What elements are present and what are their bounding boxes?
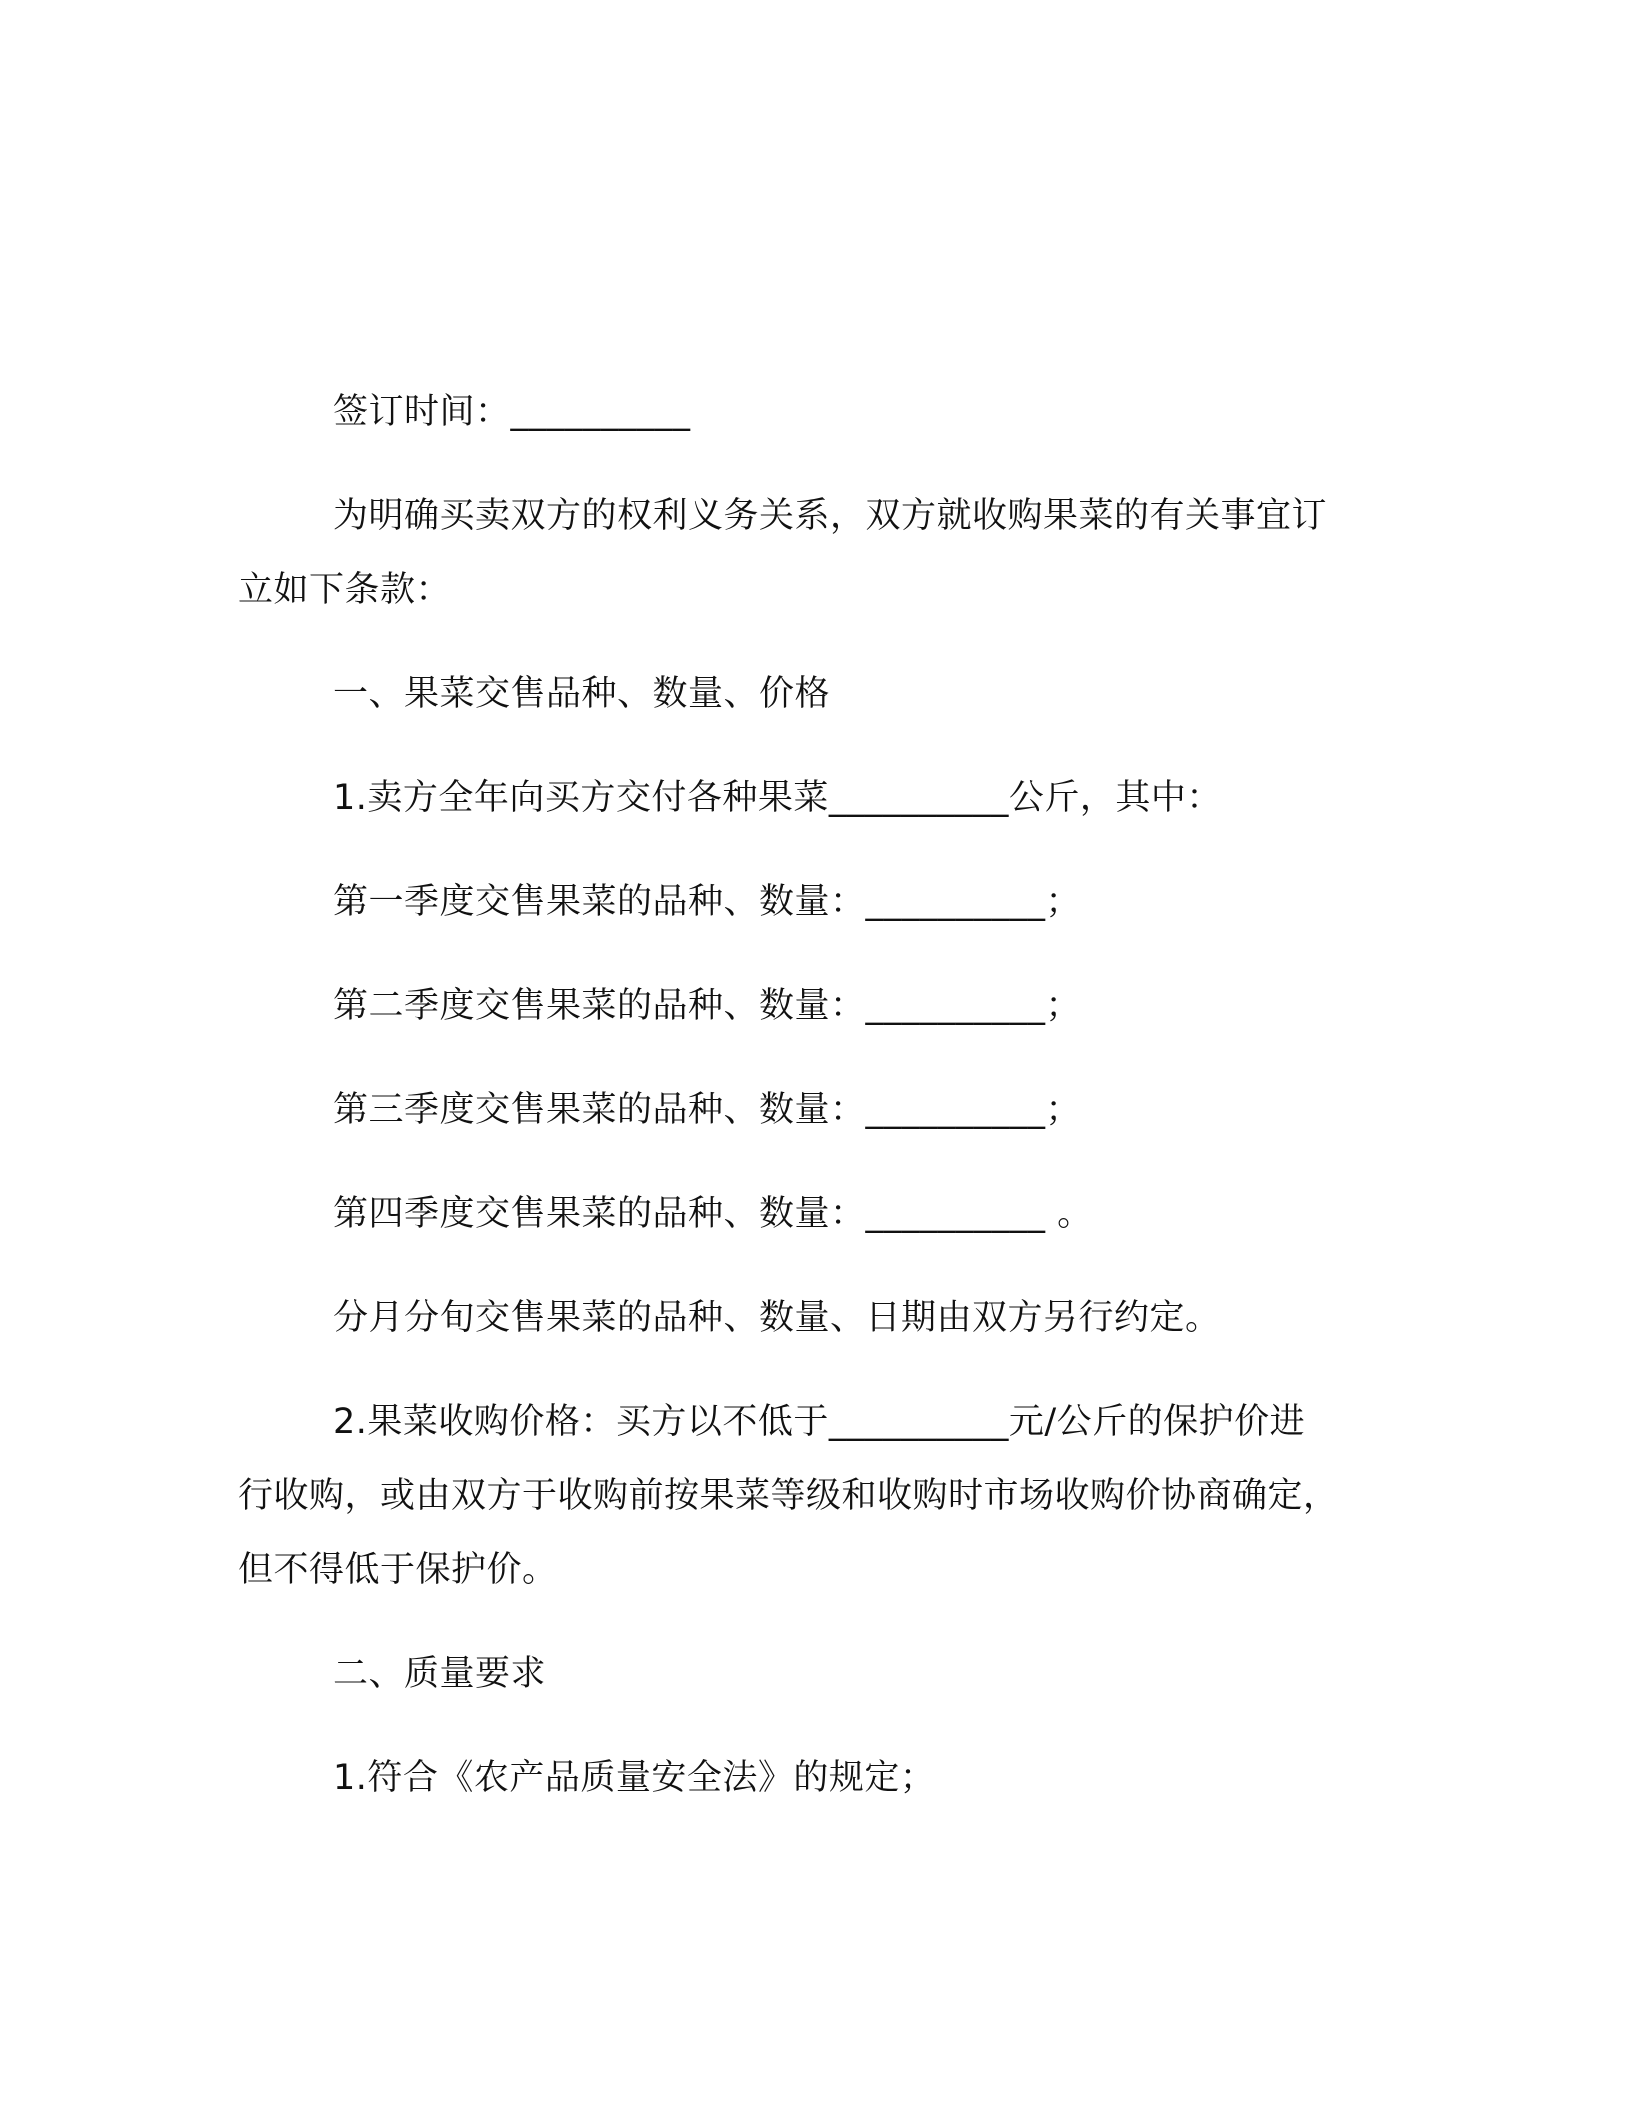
section-2-item-1: 1.符合《农产品质量安全法》的规定；: [333, 1758, 936, 1798]
intro-line-1: 为明确买卖双方的权利义务关系，双方就收购果菜的有关事宜订: [333, 496, 1328, 536]
quarter-3-line: 第三季度交售果菜的品种、数量：__________；: [333, 1090, 1082, 1130]
section-1-item-2-line-3: 但不得低于保护价。: [238, 1550, 558, 1590]
monthly-arrangement-line: 分月分旬交售果菜的品种、数量、日期由双方另行约定。: [333, 1298, 1221, 1338]
quarter-4-line: 第四季度交售果菜的品种、数量：__________ 。: [333, 1194, 1093, 1234]
section-1-item-2-line-2: 行收购，或由双方于收购前按果菜等级和收购时市场收购价协商确定，: [238, 1476, 1339, 1516]
section-1-heading: 一、果菜交售品种、数量、价格: [333, 674, 831, 714]
section-1-item-2-line-1: 2.果菜收购价格：买方以不低于__________元/公斤的保护价进: [333, 1402, 1306, 1442]
signing-time-line: 签订时间：__________: [333, 392, 691, 432]
quarter-2-line: 第二季度交售果菜的品种、数量：__________；: [333, 986, 1082, 1026]
section-2-heading: 二、质量要求: [333, 1654, 547, 1694]
intro-line-2: 立如下条款：: [238, 570, 452, 610]
quarter-1-line: 第一季度交售果菜的品种、数量：__________；: [333, 882, 1082, 922]
section-1-item-1: 1.卖方全年向买方交付各种果菜__________公斤，其中：: [333, 778, 1222, 818]
